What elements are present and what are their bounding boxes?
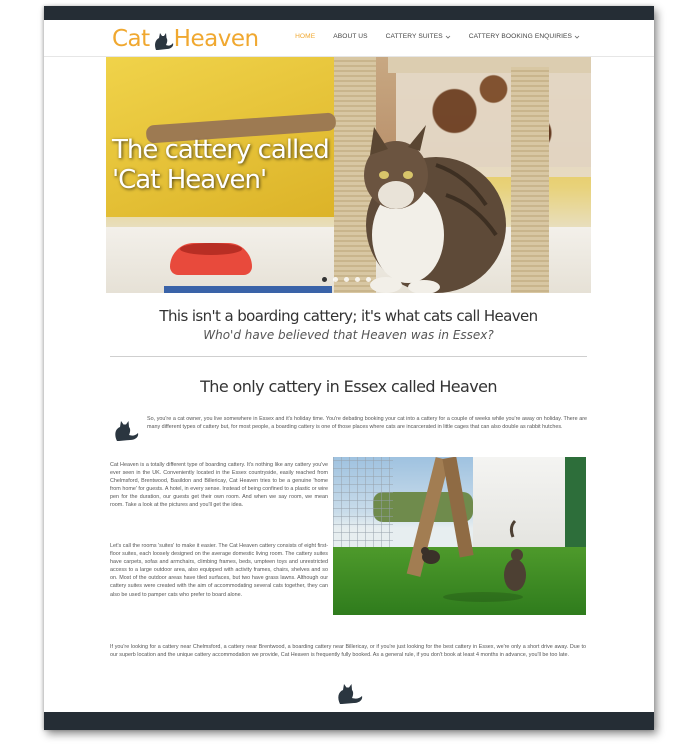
page [44,6,654,730]
nav-about-us[interactable] [333,33,367,40]
site-footer [44,712,654,730]
cat-silhouette-icon [331,677,365,705]
chevron-down-icon [574,34,580,40]
cat-silhouette-icon [108,414,140,442]
nav-about-us-label: ABOUT US [333,33,368,40]
top-bar [44,6,654,20]
body-paragraph: Let's call the rooms 'suites' to make it easier. The Cat Heaven cattery consists of eight first-floor suites, each loosely designed on the average domestic living room. The cattery suites have carpets, sofas and armchairs, climbing frames, beds, umpteen toys and unrestricted access to a large outdoor area, also equipped with activity frames, chairs, shelves and so on. Most of the outdoor areas have tiled surfaces, but two have grass lawns. Although our cattery suites were created with the aim of accommodating several cats together, they can also be used to pamper cats who prefer to board alone. [110,543,328,598]
slider-dots [322,277,371,282]
photo-cats [333,457,586,615]
intro-paragraph: So, you're a cat owner, you live somewhere in Essex and it's holiday time. You're debating booking your cat into a cattery for a couple of weeks while you're away on holiday. There are many different types of cattery but, for most people, a boarding cattery is one of those places where cats are incarcerated in little cages that can also double as rabbit hutches. [147,416,587,431]
tagline: This isn't a boarding cattery; it's what cats call Heaven [159,307,538,325]
site-logo[interactable] [112,26,259,52]
scratching-post [511,67,549,293]
cat-photo-illustration [336,105,506,293]
hero-base-strip [164,286,332,293]
logo-text-cat: Cat [112,26,150,52]
main-nav [277,33,580,40]
cat-silhouette-icon [149,27,175,51]
slider-dot-2[interactable] [333,277,338,282]
nav-booking-enquiries-label: CATTERY BOOKING ENQUIRIES [468,33,572,40]
hero-title [112,135,372,195]
nav-cattery-suites[interactable] [386,33,451,40]
hero-slider[interactable] [106,57,591,293]
sub-tagline: Who'd have believed that Heaven was in Essex? [203,328,494,342]
logo-text-heaven: Heaven [173,26,259,52]
body-paragraph: If you're looking for a cattery near Chelmsford, a cattery near Brentwood, a boarding cattery near Billericay, or if you're just looking for the best cattery in Essex, we're only a short drive away. Due to our superb location and the unique cattery accommodation we provide, Cat Heaven is frequently fully booked. As a general rule, if you don't book at least 4 months in advance, you'll be too late. [110,644,586,659]
chevron-down-icon [445,34,451,40]
nav-home-label: HOME [295,33,316,40]
section-heading: The only cattery in Essex called Heaven [200,377,497,396]
outdoor-area-photo [333,457,586,615]
body-paragraph: Cat Heaven is a totally different type of boarding cattery. It's nothing like any cattery you've ever seen in the UK. Conveniently located in the Essex countryside, easily reached from Chelmsford, Brentwood, Basildon and Billericay, Cat Heaven tries to be a genuine 'home from home' for guests. A hotel, in every sense. Instead of being confined to a plastic or wire pen for the duration, our guests get their own room. And when we say room, we mean room. Take a look at the pictures and you'll get the idea. [110,462,328,509]
slider-dot-3[interactable] [344,277,349,282]
nav-home[interactable] [295,33,315,40]
nav-booking-enquiries[interactable] [469,33,580,40]
site-header [44,20,654,57]
slider-dot-1[interactable] [322,277,327,282]
hero-title-line2: 'Cat Heaven' [112,165,267,195]
slider-dot-4[interactable] [355,277,360,282]
food-bowl-inner [180,243,242,255]
hero-title-line1: The cattery called [112,135,329,165]
slider-dot-5[interactable] [366,277,371,282]
nav-cattery-suites-label: CATTERY SUITES [385,33,443,40]
hero-top-plank [388,57,591,73]
divider [110,356,587,357]
